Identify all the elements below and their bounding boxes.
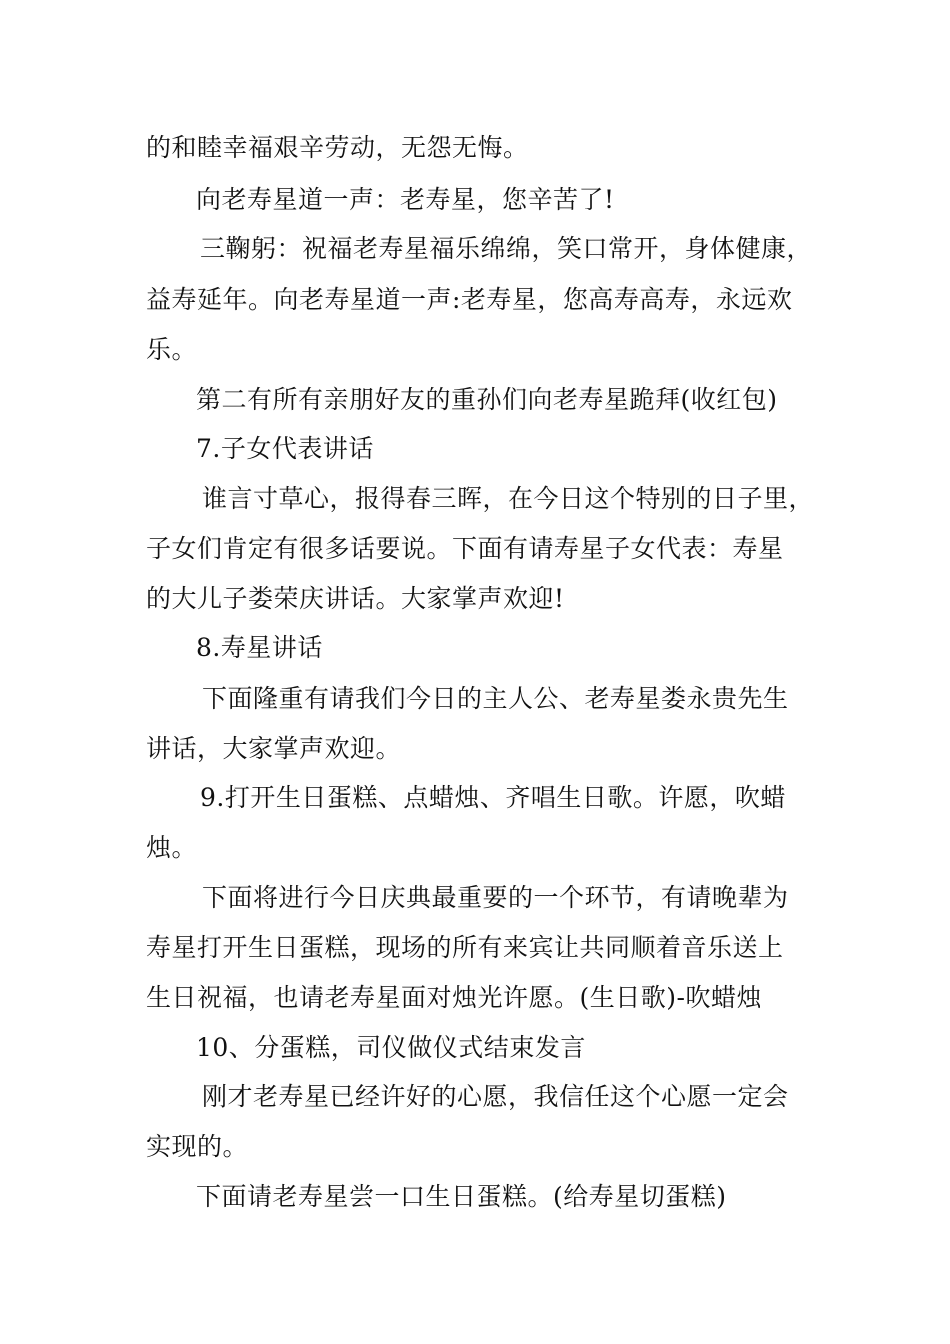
text-line: 下面隆重有请我们今日的主人公、老寿星娄永贵先生: [202, 684, 789, 713]
text-line: 刚才老寿星已经许好的心愿，我信任这个心愿一定会: [202, 1082, 789, 1111]
text-line: 三鞠躬：祝福老寿星福乐绵绵，笑口常开，身体健康，: [200, 234, 813, 263]
text-line: 益寿延年。向老寿星道一声:老寿星，您高寿高寿，永远欢: [146, 285, 793, 314]
text-line: 向老寿星道一声：老寿星，您辛苦了!: [196, 185, 615, 214]
text-line: 子女们肯定有很多话要说。下面有请寿星子女代表：寿星: [146, 534, 784, 563]
text-line: 乐。: [146, 335, 198, 364]
text-line: 的和睦幸福艰辛劳动，无怨无悔。: [146, 133, 529, 162]
text-line: 寿星打开生日蛋糕，现场的所有来宾让共同顺着音乐送上: [146, 933, 784, 962]
text-line: 烛。: [146, 833, 198, 862]
text-line: 生日祝福，也请老寿星面对烛光许愿。(生日歌)-吹蜡烛: [146, 983, 762, 1012]
text-line: 讲话，大家掌声欢迎。: [146, 734, 402, 763]
text-line: 实现的。: [146, 1132, 249, 1161]
text-line: 下面将进行今日庆典最重要的一个环节，有请晚辈为: [202, 883, 789, 912]
text-line: 9.打开生日蛋糕、点蜡烛、齐唱生日歌。许愿，吹蜡: [200, 783, 786, 812]
text-line: 谁言寸草心，报得春三晖，在今日这个特别的日子里，: [202, 484, 815, 513]
text-line: 8.寿星讲话: [196, 633, 323, 662]
text-line: 的大儿子娄荣庆讲话。大家掌声欢迎!: [146, 584, 565, 613]
text-line: 下面请老寿星尝一口生日蛋糕。(给寿星切蛋糕): [196, 1182, 727, 1211]
text-line: 10、分蛋糕，司仪做仪式结束发言: [196, 1033, 586, 1062]
text-line: 7.子女代表讲话: [196, 434, 374, 463]
text-line: 第二有所有亲朋好友的重孙们向老寿星跪拜(收红包): [196, 385, 778, 414]
